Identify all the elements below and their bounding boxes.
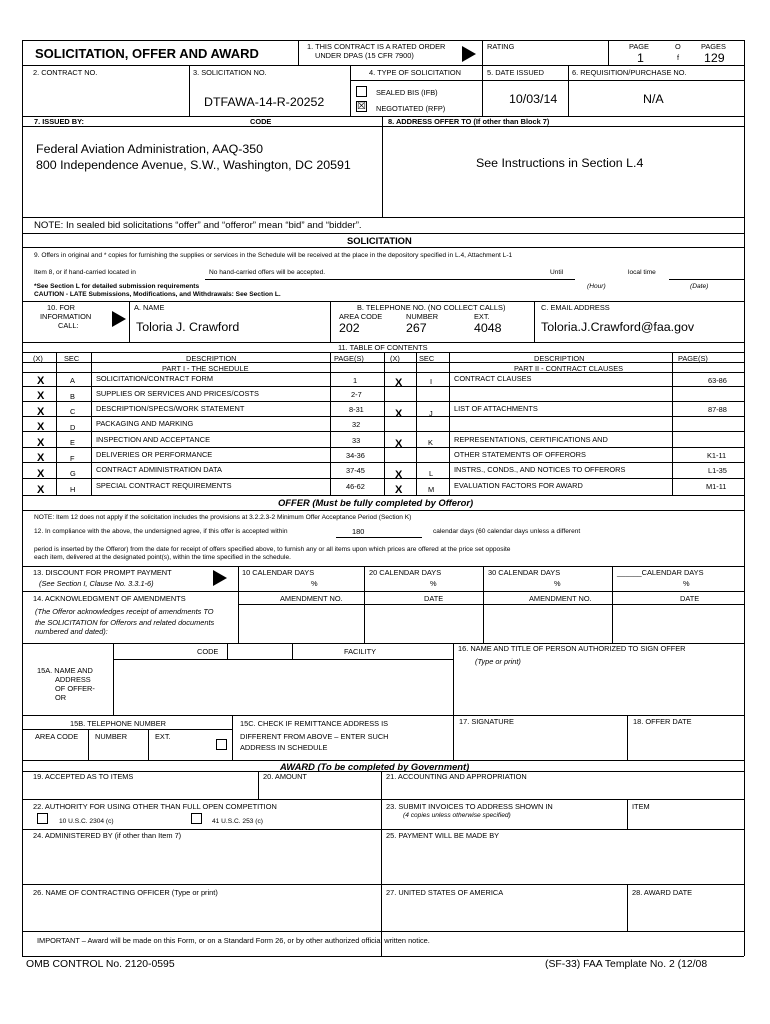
acknowledgment-text-1: (The Offeror acknowledges receipt of amendments TO (35, 607, 214, 616)
toc-sec: C (70, 407, 76, 416)
note-item12: NOTE: Item 12 does not apply if the solicitation includes the provisions at 3.2.2.3-2 Minimum Offer Acceptance Period (Section K) (34, 514, 412, 521)
item12-text-a: 12. In compliance with the above, the undersigned agree, if this offer is accepted within (34, 528, 288, 535)
info-label-3: CALL: (58, 321, 79, 330)
sealed-bid-label: SEALED BIS (IFB) (376, 88, 438, 97)
contracting-officer-label: 26. NAME OF CONTRACTING OFFICER (Type or print) (33, 888, 218, 897)
address-offer-value: See Instructions in Section L.4 (476, 156, 644, 170)
dpas-label: UNDER DPAS (15 CFR 7900) (315, 51, 414, 60)
issuer-name: Federal Aviation Administration, AAQ-350 (36, 142, 264, 156)
award-date-label: 28. AWARD DATE (632, 888, 693, 897)
solicitation-no-value[interactable]: DTFAWA-14-R-20252 (204, 95, 325, 109)
date-header: DATE (424, 594, 444, 603)
item-label: ITEM (632, 802, 650, 811)
date-issued-value[interactable]: 10/03/14 (509, 92, 558, 106)
toc-desc: PACKAGING AND MARKING (96, 419, 194, 428)
name-address-label-1: 15A. NAME AND (37, 666, 93, 675)
toc-col-pages: PAGE(S) (334, 354, 364, 363)
submit-invoices-label: 23. SUBMIT INVOICES TO ADDRESS SHOWN IN (386, 802, 553, 811)
ext-label: EXT. (474, 312, 490, 321)
type-of-solicitation-label: 4. TYPE OF SOLICITATION (369, 68, 461, 77)
negotiated-checkbox[interactable]: ☒ (357, 101, 366, 112)
toc-pages: 63-86 (708, 376, 727, 385)
omb-control-number: OMB CONTROL No. 2120-0595 (26, 959, 175, 970)
administered-by-label: 24. ADMINISTERED BY (if other than Item 7) (33, 831, 182, 840)
of-label: O (675, 42, 681, 51)
toc-check-mark: X (37, 390, 45, 402)
number-value: 267 (406, 321, 427, 335)
offeror-code-label: CODE (197, 647, 219, 656)
requisition-label: 6. REQUISITION/PURCHASE NO. (572, 68, 687, 77)
date-label: (Date) (690, 283, 709, 290)
address-offer-label: 8. ADDRESS OFFER TO (If other than Block 7) (388, 117, 550, 126)
discount-label: 13. DISCOUNT FOR PROMPT PAYMENT (33, 568, 172, 577)
toc-check-mark: X (395, 377, 403, 389)
toc-pages: 34-36 (346, 451, 365, 460)
type-or-print-label: (Type or print) (475, 657, 521, 666)
sealed-bid-note: NOTE: In sealed bid solicitations “offer” and “offeror” mean “bid” and “bidder”. (34, 220, 362, 231)
toc-sec: A (70, 376, 75, 385)
toc-desc: REPRESENTATIONS, CERTIFICATIONS AND (454, 435, 608, 444)
toc-sec: E (70, 438, 75, 447)
usc-253-checkbox[interactable] (191, 813, 202, 824)
discount-sub: (See Section I, Clause No. 3.3.1-6) (39, 579, 154, 588)
area-code-label: AREA CODE (339, 312, 383, 321)
toc-sec: H (70, 485, 76, 494)
number-label: NUMBER (406, 312, 439, 321)
copies-note: (4 copies unless otherwise specified) (403, 812, 511, 819)
percent-20: % (430, 579, 437, 588)
arrow-right-icon (213, 570, 227, 586)
pages-label: PAGES (701, 42, 726, 51)
signature-label: 17. SIGNATURE (459, 717, 514, 726)
remittance-label-1: 15C. CHECK IF REMITTANCE ADDRESS IS (240, 719, 389, 728)
usc-2304-checkbox[interactable] (37, 813, 48, 824)
arrow-right-icon (112, 311, 126, 327)
toc-col-x-2: (X) (390, 354, 400, 363)
name-label: A. NAME (134, 303, 165, 312)
until-label: Until (550, 269, 564, 276)
telephone-label: B. TELEPHONE NO. (NO COLLECT CALLS) (357, 303, 506, 312)
acknowledgment-text-3: numbered and dated): (35, 627, 108, 636)
hour-label: (Hour) (587, 283, 606, 290)
local-time-label: local time (628, 269, 656, 276)
name-address-label-4: OR (55, 693, 67, 702)
toc-sec: F (70, 454, 75, 463)
rated-order-label: 1. THIS CONTRACT IS A RATED ORDER (307, 42, 446, 51)
toc-check-mark: X (395, 469, 403, 481)
toc-sec: D (70, 423, 76, 432)
number-label-15b: NUMBER (95, 732, 128, 741)
solicitation-heading: SOLICITATION (347, 235, 412, 246)
toc-check-mark: X (37, 421, 45, 433)
usa-label: 27. UNITED STATES OF AMERICA (386, 888, 504, 897)
toc-col-sec: SEC (64, 354, 80, 363)
toc-pages: 37-45 (346, 466, 365, 475)
solicitation-no-label: 3. SOLICITATION NO. (193, 68, 267, 77)
remittance-label-2: DIFFERENT FROM ABOVE – ENTER SUCH (240, 732, 389, 741)
date-header-2: DATE (680, 594, 700, 603)
ext-label-15b: EXT. (155, 732, 171, 741)
contact-name: Toloria J. Crawford (136, 320, 240, 334)
toc-col-pages-2: PAGE(S) (678, 354, 708, 363)
toc-check-mark: X (37, 437, 45, 449)
issued-by-label: 7. ISSUED BY: (34, 117, 84, 126)
see-section-l-note: *See Section L for detailed submission requirements (34, 283, 200, 290)
toc-check-mark: X (395, 408, 403, 420)
toc-pages: 1 (353, 376, 358, 385)
toc-desc: SPECIAL CONTRACT REQUIREMENTS (96, 481, 232, 490)
toc-check-mark: X (37, 375, 45, 387)
total-pages: 129 (704, 51, 725, 65)
toc-sec: I (430, 377, 433, 386)
toc-sec: M (428, 485, 435, 494)
name-address-label-3: OF OFFER- (55, 684, 95, 693)
page-number: 1 (637, 51, 644, 65)
discount-20-days: 20 CALENDAR DAYS (369, 568, 442, 577)
toc-pages: 46-62 (346, 482, 365, 491)
item12-text-c: period is inserted by the Offeror) from the date for receipt of offers specified above, to furnish any or all items upon which prices are offered at the price set opposite (34, 546, 511, 553)
contract-no-label: 2. CONTRACT NO. (33, 68, 98, 77)
info-label-2: INFORMATION (40, 312, 92, 321)
toc-col-x: (X) (33, 354, 43, 363)
form-title: SOLICITATION, OFFER AND AWARD (35, 46, 259, 61)
toc-title: 11. TABLE OF CONTENTS (338, 343, 428, 352)
email-value: Toloria.J.Crawford@faa.gov (541, 320, 695, 334)
telephone-number-label: 15B. TELEPHONE NUMBER (70, 719, 166, 728)
item12-text-b: calendar days (60 calendar days unless a different (433, 528, 581, 535)
toc-pages: L1-35 (708, 466, 727, 475)
area-code-label-15b: AREA CODE (35, 732, 79, 741)
toc-col-desc: DESCRIPTION (186, 354, 237, 363)
toc-pages: 33 (352, 436, 361, 445)
toc-pages: 87-88 (708, 405, 727, 414)
sealed-bid-checkbox[interactable] (356, 86, 367, 97)
offer-heading: OFFER (Must be fully completed by Offeror) (278, 497, 474, 508)
amount-label: 20. AMOUNT (263, 772, 307, 781)
toc-check-mark: X (37, 452, 45, 464)
percent-30: % (554, 579, 561, 588)
discount-30-days: 30 CALENDAR DAYS (488, 568, 561, 577)
issuer-address: 800 Independence Avenue, S.W., Washington, DC 20591 (36, 158, 351, 172)
page-label: PAGE (629, 42, 649, 51)
offer-date-label: 18. OFFER DATE (633, 717, 692, 726)
toc-desc: DELIVERIES OR PERFORMANCE (96, 450, 213, 459)
code-label: CODE (250, 117, 272, 126)
caution-text: CAUTION - LATE Submissions, Modifications, and Withdrawals: See Section L. (34, 291, 281, 298)
no-hand-carried-text: No hand-carried offers will be accepted. (209, 269, 326, 276)
negotiated-label: NEGOTIATED (RFP) (376, 104, 446, 113)
amendment-no-header-2: AMENDMENT NO. (529, 594, 592, 603)
name-title-label: 16. NAME AND TITLE OF PERSON AUTHORIZED TO SIGN OFFER (458, 644, 686, 653)
discount-custom-days: ______CALENDAR DAYS (617, 568, 704, 577)
remittance-checkbox[interactable] (216, 739, 227, 750)
area-code-value: 202 (339, 321, 360, 335)
toc-check-mark: X (37, 406, 45, 418)
toc-col-sec-2: SEC (419, 354, 435, 363)
date-issued-label: 5. DATE ISSUED (487, 68, 544, 77)
acknowledgment-text-2: the SOLICITATION for Offerors and related documents (35, 618, 215, 627)
toc-check-mark: X (37, 468, 45, 480)
discount-10-days: 10 CALENDAR DAYS (242, 568, 315, 577)
toc-sec: B (70, 392, 75, 401)
rating-label: RATING (487, 42, 515, 51)
usc-2304-label: 10 U.S.C. 2304 (c) (59, 818, 114, 825)
toc-desc: INSTRS., CONDS., AND NOTICES TO OFFERORS (454, 465, 626, 474)
info-label-1: 10. FOR (47, 303, 75, 312)
email-label: C. EMAIL ADDRESS (541, 303, 610, 312)
toc-sec: K (428, 438, 433, 447)
important-note: IMPORTANT – Award will be made on this Form, or on a Standard Form 26, or by other authorized official written notice. (37, 936, 430, 945)
acceptance-days[interactable]: 180 (352, 527, 365, 536)
percent-10: % (311, 579, 318, 588)
requisition-value[interactable]: N/A (643, 92, 664, 106)
toc-desc: INSPECTION AND ACCEPTANCE (96, 435, 211, 444)
toc-desc: CONTRACT ADMINISTRATION DATA (96, 465, 222, 474)
toc-check-mark: X (395, 484, 403, 496)
toc-col-desc-2: DESCRIPTION (534, 354, 585, 363)
toc-desc: DESCRIPTION/SPECS/WORK STATEMENT (96, 404, 245, 413)
toc-pages: K1-11 (707, 451, 727, 460)
toc-check-mark: X (395, 438, 403, 450)
authority-label: 22. AUTHORITY FOR USING OTHER THAN FULL OPEN COMPETITION (33, 802, 277, 811)
toc-desc: OTHER STATEMENTS OF OFFERORS (454, 450, 586, 459)
toc-part-2: PART II - CONTRACT CLAUSES (514, 364, 624, 373)
arrow-right-icon (462, 46, 476, 62)
toc-sec: L (429, 469, 434, 478)
facility-label: FACILITY (344, 647, 377, 656)
payment-label: 25. PAYMENT WILL BE MADE BY (386, 831, 500, 840)
acknowledgment-label: 14. ACKNOWLEDGMENT OF AMENDMENTS (33, 594, 186, 603)
name-address-label-2: ADDRESS (55, 675, 91, 684)
toc-desc: LIST OF ATTACHMENTS (454, 404, 538, 413)
accepted-items-label: 19. ACCEPTED AS TO ITEMS (33, 772, 134, 781)
amendment-no-header: AMENDMENT NO. (280, 594, 343, 603)
toc-check-mark: X (37, 484, 45, 496)
toc-desc: SOLICITATION/CONTRACT FORM (96, 374, 214, 383)
form-template-id: (SF-33) FAA Template No. 2 (12/08 (545, 959, 708, 970)
toc-pages: 32 (352, 420, 361, 429)
percent-custom: % (683, 579, 690, 588)
item12-text-d: each item, delivered at the designated point(s), within the time specified in the schedule. (34, 554, 291, 561)
toc-pages: 2-7 (351, 390, 362, 399)
toc-sec: G (70, 469, 76, 478)
accounting-label: 21. ACCOUNTING AND APPROPRIATION (386, 772, 527, 781)
item9-text: 9. Offers in original and * copies for furnishing the supplies or services in the Schedule will be received at the place in the depository specified in L.4, Attachment L-1 (34, 252, 513, 259)
toc-part-1: PART I - THE SCHEDULE (162, 364, 249, 373)
toc-pages: 8-31 (349, 405, 364, 414)
item8-text: Item 8, or if hand-carried located in (34, 269, 136, 276)
toc-desc: EVALUATION FACTORS FOR AWARD (454, 481, 583, 490)
of-value: f (677, 53, 680, 62)
usc-253-label: 41 U.S.C. 253 (c) (212, 818, 263, 825)
toc-desc: SUPPLIES OR SERVICES AND PRICES/COSTS (96, 389, 259, 398)
remittance-label-3: ADDRESS IN SCHEDULE (240, 743, 328, 752)
toc-pages: M1-11 (706, 482, 727, 491)
toc-desc: CONTRACT CLAUSES (454, 374, 532, 383)
award-heading: AWARD (To be completed by Government) (280, 761, 470, 772)
ext-value: 4048 (474, 321, 502, 335)
toc-sec: J (429, 409, 433, 418)
